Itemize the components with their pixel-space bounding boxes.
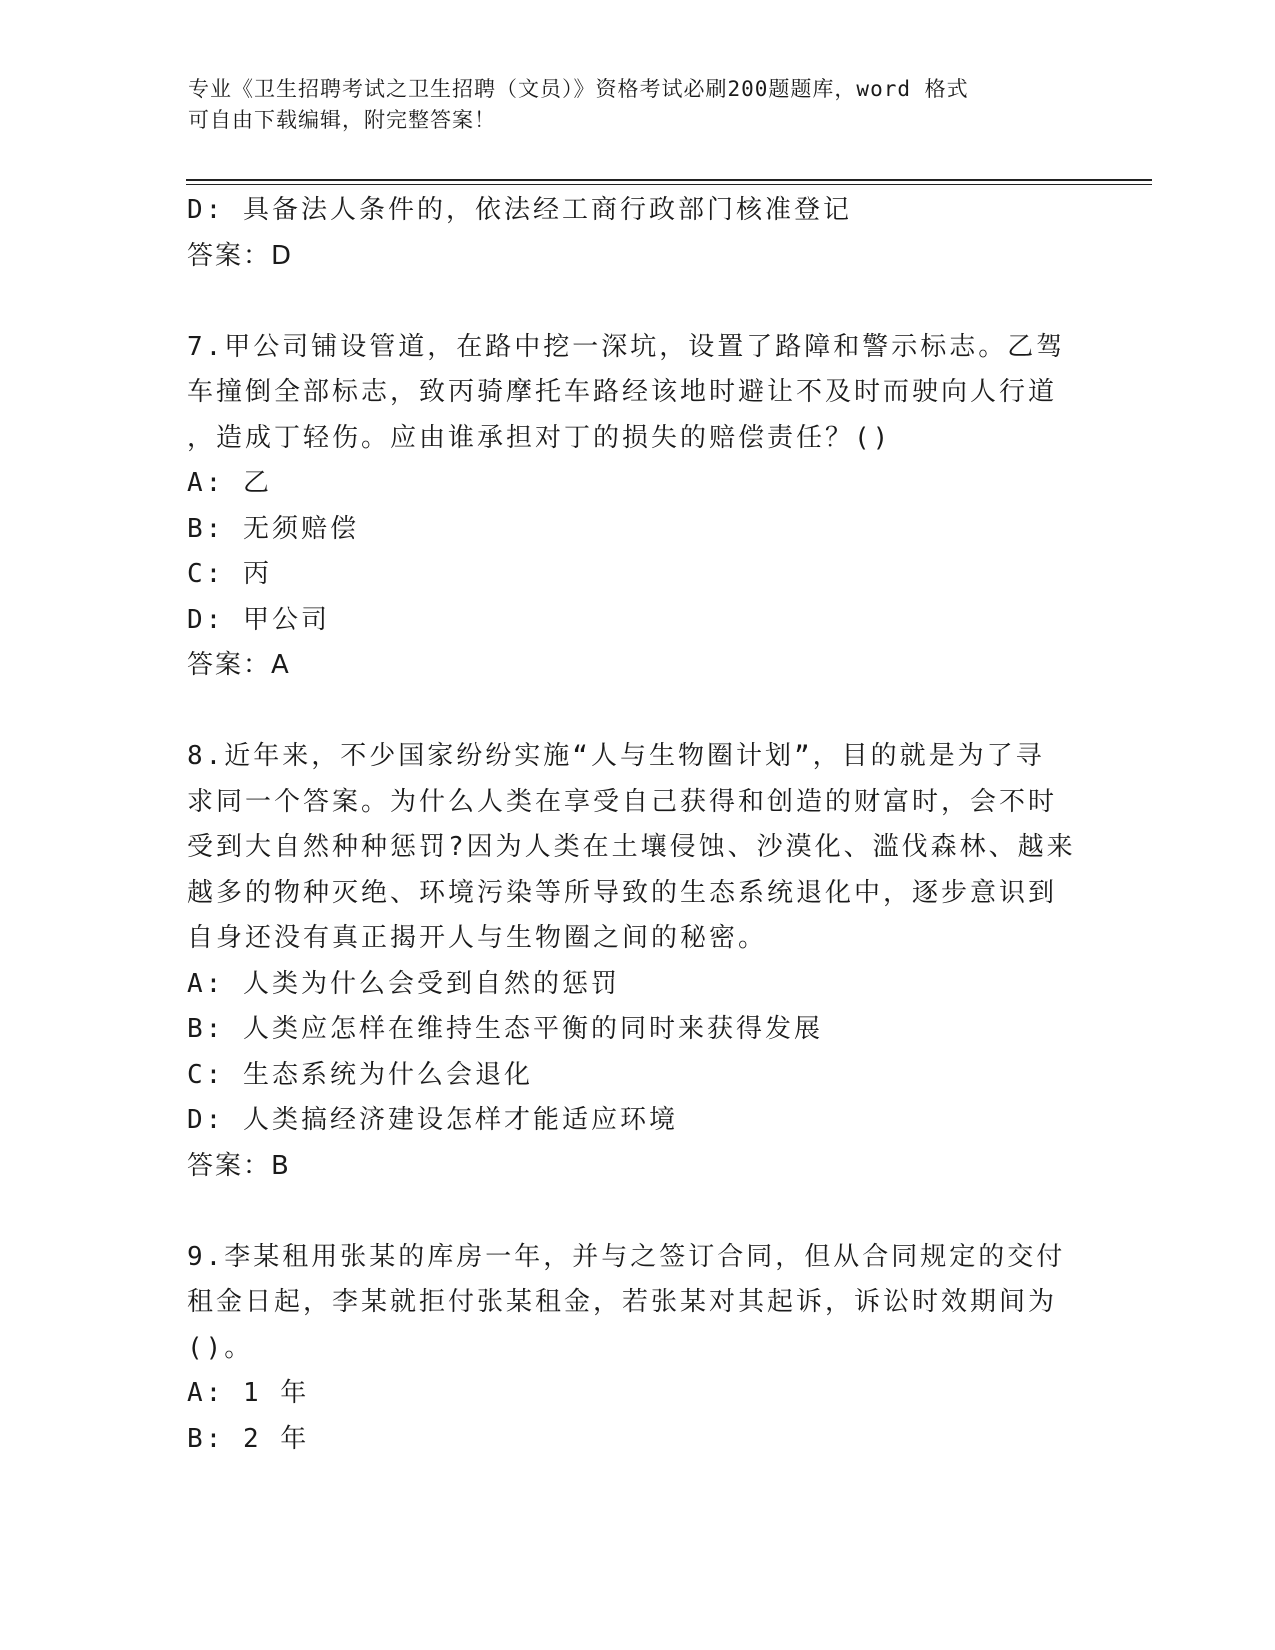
question-line: A: 1 年: [187, 1378, 310, 1408]
question-line: 租金日起，李某就拒付张某租金，若张某对其起诉，诉讼时效期间为: [187, 1287, 1058, 1317]
question-line: C: 丙: [187, 559, 272, 589]
block-spacer: [187, 1189, 1087, 1235]
question-line: B: 2 年: [187, 1423, 310, 1454]
question-line: 8.近年来，不少国家纷纷实施“人与生物圈计划”，目的就是为了寻: [187, 741, 1045, 771]
question-line: 7.甲公司铺设管道，在路中挖一深坑，设置了路障和警示标志。乙驾: [187, 331, 1066, 362]
question-block: [187, 734, 1087, 1189]
question-line: B: 人类应怎样在维持生态平衡的同时来获得发展: [187, 1014, 823, 1044]
question-block: [187, 188, 1087, 279]
answer-line: 答案：D: [187, 240, 294, 271]
question-line: D: 人类搞经济建设怎样才能适应环境: [187, 1105, 678, 1135]
header-rule-thin: [186, 184, 1152, 185]
question-line: 越多的物种灭绝、环境污染等所导致的生态系统退化中，逐步意识到: [187, 877, 1058, 908]
question-line: C: 生态系统为什么会退化: [187, 1059, 533, 1090]
block-spacer: [187, 279, 1087, 325]
question-line: 自身还没有真正揭开人与生物圈之间的秘密。: [187, 923, 768, 953]
question-line: ，造成丁轻伤。应由谁承担对丁的损失的赔偿责任？(): [187, 422, 892, 453]
question-line: ()。: [187, 1332, 254, 1363]
question-content: [187, 188, 1087, 1462]
block-spacer: [187, 689, 1087, 735]
answer-line: 答案：A: [187, 650, 291, 680]
header-rule-thick: [186, 179, 1152, 181]
question-line: 车撞倒全部标志，致丙骑摩托车路经该地时避让不及时而驶向人行道: [187, 377, 1058, 407]
question-line: D: 具备法人条件的，依法经工商行政部门核准登记: [187, 195, 852, 225]
question-line: 受到大自然种种惩罚?因为人类在土壤侵蚀、沙漠化、滥伐森林、越来: [187, 832, 1076, 862]
question-line: 9.李某租用张某的库房一年，并与之签订合同，但从合同规定的交付: [187, 1241, 1066, 1272]
question-block: [187, 325, 1087, 689]
question-line: A: 人类为什么会受到自然的惩罚: [187, 968, 620, 999]
question-line: D: 甲公司: [187, 604, 330, 635]
question-line: 求同一个答案。为什么人类在享受自己获得和创造的财富时，会不时: [187, 786, 1058, 817]
answer-line: 答案：B: [187, 1150, 291, 1181]
question-line: B: 无须赔偿: [187, 513, 359, 544]
question-block: [187, 1235, 1087, 1463]
header-line-2: 可自由下载编辑，附完整答案！: [188, 108, 496, 132]
question-line: A: 乙: [187, 468, 272, 498]
document-header: [188, 74, 1068, 136]
header-line-1: 专业《卫生招聘考试之卫生招聘（文员）》资格考试必刷200题题库，word 格式: [188, 77, 969, 101]
